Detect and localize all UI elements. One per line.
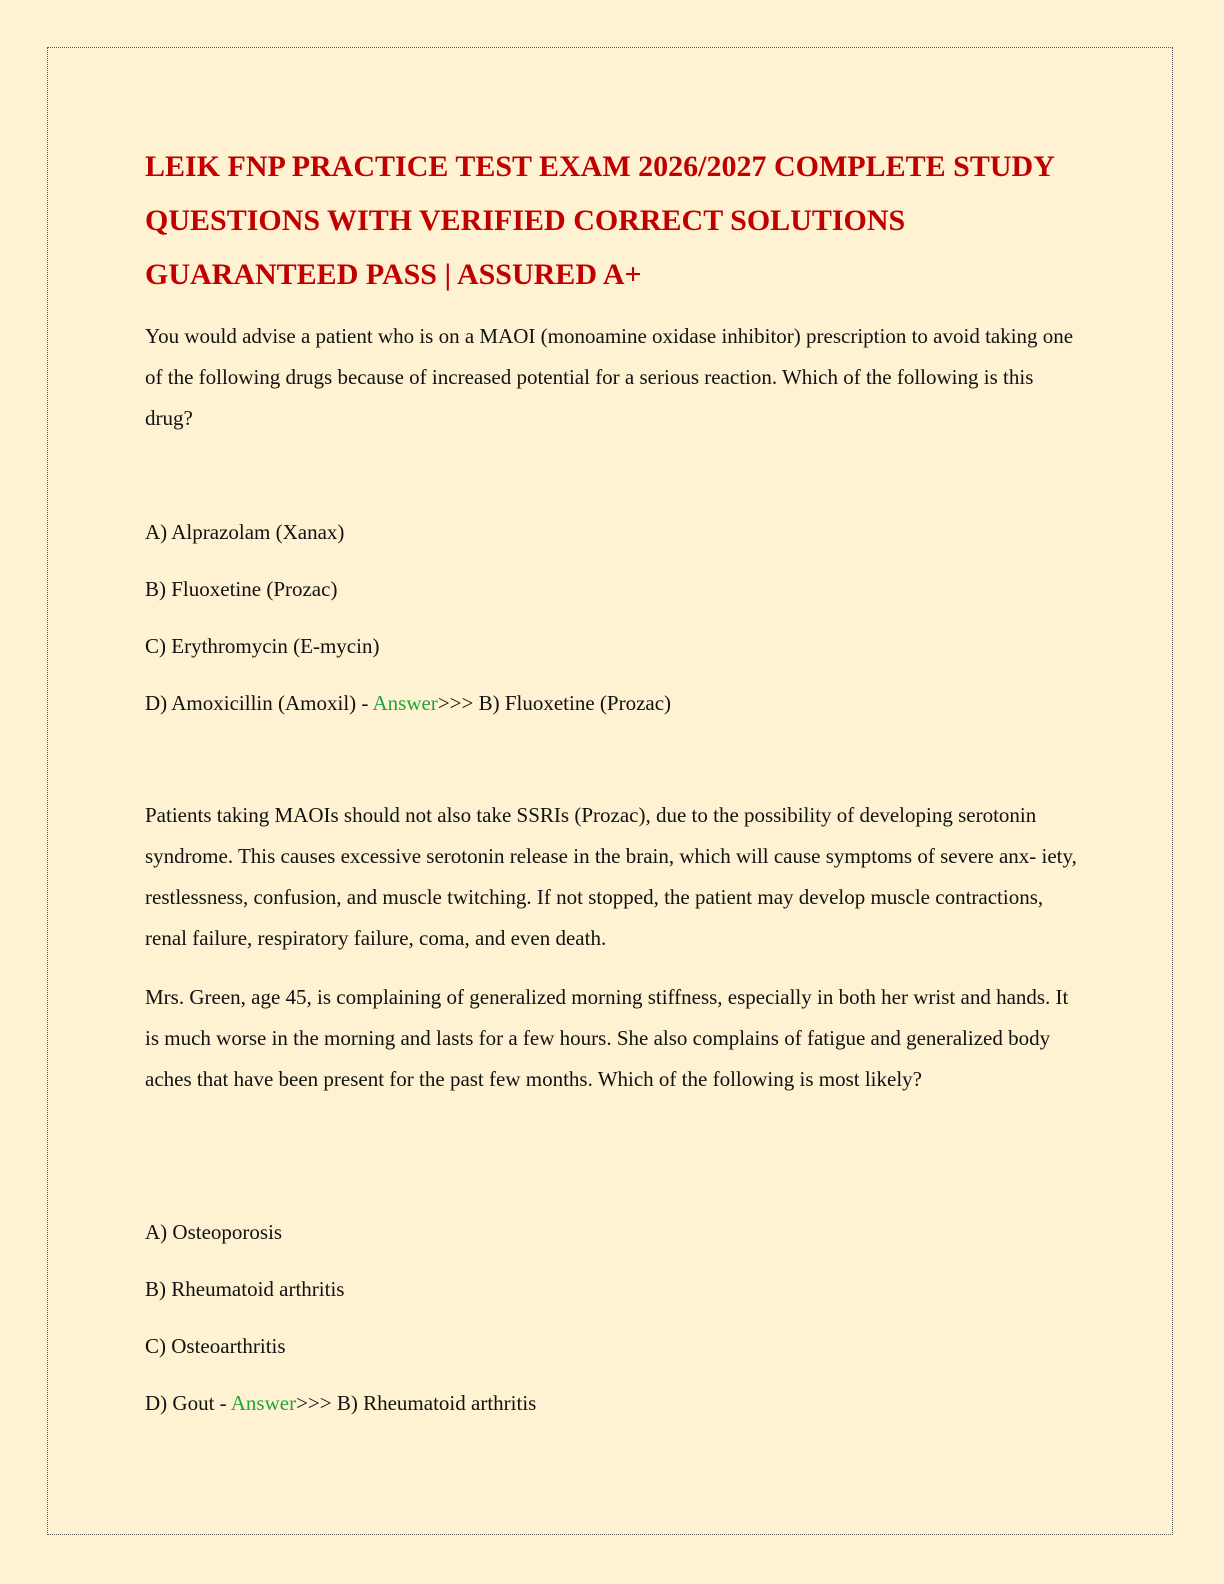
question-2-answer-label: Answer bbox=[230, 1391, 297, 1415]
question-1-answer: >>> B) Fluoxetine (Prozac) bbox=[437, 691, 672, 715]
question-2-stem: Mrs. Green, age 45, is complaining of generalized morning stiffness, especially in both her wrist and hands. It is much worse in the morning and lasts for a few hours. She also complains of fatigue and generalized body aches that have been present for the past few months. Which of the following is most likely? bbox=[145, 985, 1069, 1091]
question-1-answer-label: Answer bbox=[372, 691, 438, 715]
question-1-option-a: A) Alprazolam (Xanax) bbox=[145, 520, 345, 544]
question-1-option-b: B) Fluoxetine (Prozac) bbox=[145, 577, 338, 601]
question-2-option-b: B) Rheumatoid arthritis bbox=[145, 1277, 345, 1301]
question-1-option-c: C) Erythromycin (E-mycin) bbox=[145, 634, 380, 658]
question-2-option-d-answer-line bbox=[145, 1389, 536, 1417]
question-2-option-a: A) Osteoporosis bbox=[145, 1220, 283, 1244]
document-title: LEIK FNP PRACTICE TEST EXAM 2026/2027 COMPLETE STUDY QUESTIONS WITH VERIFIED CORRECT SOLUTIONS GUARANTEED PASS | ASSURED A+ bbox=[145, 150, 1054, 291]
question-2-answer: >>> B) Rheumatoid arthritis bbox=[296, 1391, 537, 1415]
question-1-explanation: Patients taking MAOIs should not also take SSRIs (Prozac), due to the possibility of developing serotonin syndrome. This causes excessive serotonin release in the brain, which will cause symptoms of severe anx- iety, restlessness, confusion, and muscle twitching. If not stopped, the patient may develop muscle contractions, renal failure, respiratory failure, coma, and even death. bbox=[145, 803, 1077, 950]
question-1-option-d-answer-line bbox=[145, 689, 671, 717]
question-2-option-d: D) Gout - bbox=[145, 1391, 231, 1415]
question-2-option-c: C) Osteoarthritis bbox=[145, 1334, 286, 1358]
question-1-stem: You would advise a patient who is on a MAOI (monoamine oxidase inhibitor) prescription to avoid taking one of the following drugs because of increased potential for a serious reaction. Which of the following is this drug? bbox=[145, 324, 1074, 430]
question-1-option-d: D) Amoxicillin (Amoxil) - bbox=[145, 691, 373, 715]
